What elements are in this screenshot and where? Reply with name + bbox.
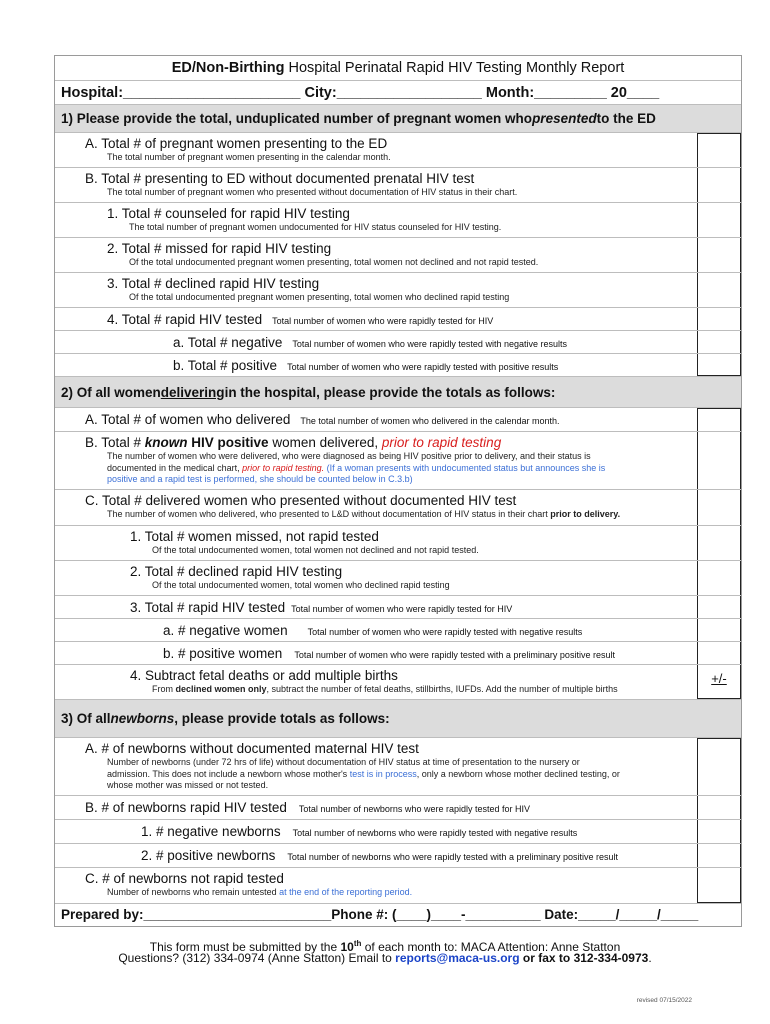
hospital-city-month-line[interactable]: Hospital:______________________ City:__________________ Month:_________ 20____: [55, 81, 741, 105]
s2-c-entry-box[interactable]: [697, 490, 741, 525]
s3-item-b2: 2. # positive newborns Total number of newborns who were rapidly tested with a preliminary positive result: [55, 844, 741, 868]
s2-item-c4: 4. Subtract fetal deaths or add multiple births From declined women only, subtract the number of fetal deaths, stillbirths, IUFDs. Add the number of multiple births +/-: [55, 665, 741, 700]
s2-item-c1: 1. Total # women missed, not rapid tested Of the total undocumented women, total women not declined and not rapid tested.: [55, 526, 741, 561]
section-2-heading: 2) Of all women delivering in the hospital, please provide the totals as follows:: [55, 377, 741, 408]
s2-c3b-entry-box[interactable]: [697, 642, 741, 664]
s1-item-b1: 1. Total # counseled for rapid HIV testing The total number of pregnant women undocumented for HIV status counseled for HIV testing.: [55, 203, 741, 238]
s1-a-entry-box[interactable]: [697, 133, 741, 167]
section-3-heading: 3) Of all newborns , please provide totals as follows:: [55, 700, 741, 738]
s1-item-b4a: a. Total # negative Total number of women who were rapidly tested with negative results: [55, 331, 741, 354]
s3-item-c: C. # of newborns not rapid tested Number of newborns who remain untested at the end of the reporting period.: [55, 868, 741, 904]
s2-item-c3b: b. # positive women Total number of women who were rapidly tested with a preliminary positive result: [55, 642, 741, 665]
s1-b2-entry-box[interactable]: [697, 238, 741, 272]
s2-item-c3: 3. Total # rapid HIV tested Total number of women who were rapidly tested for HIV: [55, 596, 741, 619]
s2-c4-entry-box[interactable]: +/-: [697, 665, 741, 699]
s3-item-b1: 1. # negative newborns Total number of newborns who were rapidly tested with negative results: [55, 820, 741, 844]
s3-item-b: B. # of newborns rapid HIV tested Total number of newborns who were rapidly tested for HIV: [55, 796, 741, 820]
s3-item-a: A. # of newborns without documented maternal HIV test Number of newborns (under 72 hrs of life) without documentation of HIV status at time of presentation to the nursery or admission. This does not include a newborn whose mother's test is in process, only a newborn whose mother declined testing, or whose mother was missed or not tested.: [55, 738, 741, 796]
s2-b-entry-box[interactable]: [697, 432, 741, 489]
footer-line-2: Questions? (312) 334-0974 (Anne Statton) Email to reports@maca-us.org or fax to 312-334-0973.: [118, 951, 652, 965]
s2-item-c: C. Total # delivered women who presented without documented HIV test The number of women who delivered, who presented to L&D without documentation of HIV status in their chart prior to delivery.: [55, 490, 741, 526]
footer-line-1: This form must be submitted by the 10th of each month to: MACA Attention: Anne Statton: [149, 939, 621, 954]
s2-c3-entry-box[interactable]: [697, 596, 741, 618]
s3-a-entry-box[interactable]: [697, 738, 741, 795]
s2-c2-entry-box[interactable]: [697, 561, 741, 595]
s1-b4b-entry-box[interactable]: [697, 354, 741, 376]
s1-item-b4b: b. Total # positive Total number of women who were rapidly tested with positive results: [55, 354, 741, 377]
s2-a-entry-box[interactable]: [697, 408, 741, 431]
s3-b2-entry-box[interactable]: [697, 844, 741, 867]
prepared-by-line[interactable]: Prepared by:_________________________Phone #: (____)____-__________ Date:_____/_____/_____: [61, 907, 699, 922]
s1-b3-entry-box[interactable]: [697, 273, 741, 307]
email-link[interactable]: reports@maca-us.org: [395, 951, 520, 965]
s2-c1-entry-box[interactable]: [697, 526, 741, 560]
form-title: ED/Non-Birthing Hospital Perinatal Rapid HIV Testing Monthly Report: [55, 56, 741, 81]
s1-item-b4: 4. Total # rapid HIV tested Total number of women who were rapidly tested for HIV: [55, 308, 741, 331]
s2-item-a: A. Total # of women who delivered The total number of women who delivered in the calendar month.: [55, 408, 741, 432]
s1-item-b2: 2. Total # missed for rapid HIV testing Of the total undocumented pregnant women presenting, total women not declined and not rapid tested.: [55, 238, 741, 273]
s3-c-entry-box[interactable]: [697, 868, 741, 903]
s3-b-entry-box[interactable]: [697, 796, 741, 819]
s1-b4a-entry-box[interactable]: [697, 331, 741, 353]
s1-item-b: B. Total # presenting to ED without documented prenatal HIV test The total number of pregnant women who presented without documentation of HIV status in their chart.: [55, 168, 741, 203]
s1-item-a: A. Total # of pregnant women presenting to the ED The total number of pregnant women presenting in the calendar month.: [55, 133, 741, 168]
s1-b-entry-box[interactable]: [697, 168, 741, 202]
s2-item-b: B. Total # known HIV positive women delivered, prior to rapid testing The number of women who were delivered, who were diagnosed as being HIV positive prior to delivery, and their status is documented in the medical chart, prior to rapid testing. (If a woman presents with undocumented status but announces she is positive and a rapid test is performed, she should be counted below in C.3.b): [55, 432, 741, 490]
s2-c3a-entry-box[interactable]: [697, 619, 741, 641]
s2-item-c3a: a. # negative women Total number of women who were rapidly tested with negative results: [55, 619, 741, 642]
s1-item-b3: 3. Total # declined rapid HIV testing Of the total undocumented pregnant women presenting, total women who declined rapid testing: [55, 273, 741, 308]
s2-item-c2: 2. Total # declined rapid HIV testing Of the total undocumented women, total women who declined rapid testing: [55, 561, 741, 596]
s3-b1-entry-box[interactable]: [697, 820, 741, 843]
s1-b1-entry-box[interactable]: [697, 203, 741, 237]
s1-b4-entry-box[interactable]: [697, 308, 741, 330]
report-form: [54, 55, 742, 927]
revised-date: revised 07/15/2022: [636, 997, 692, 1004]
section-1-heading: 1) Please provide the total, unduplicated number of pregnant women who presented to the ED: [55, 105, 741, 133]
